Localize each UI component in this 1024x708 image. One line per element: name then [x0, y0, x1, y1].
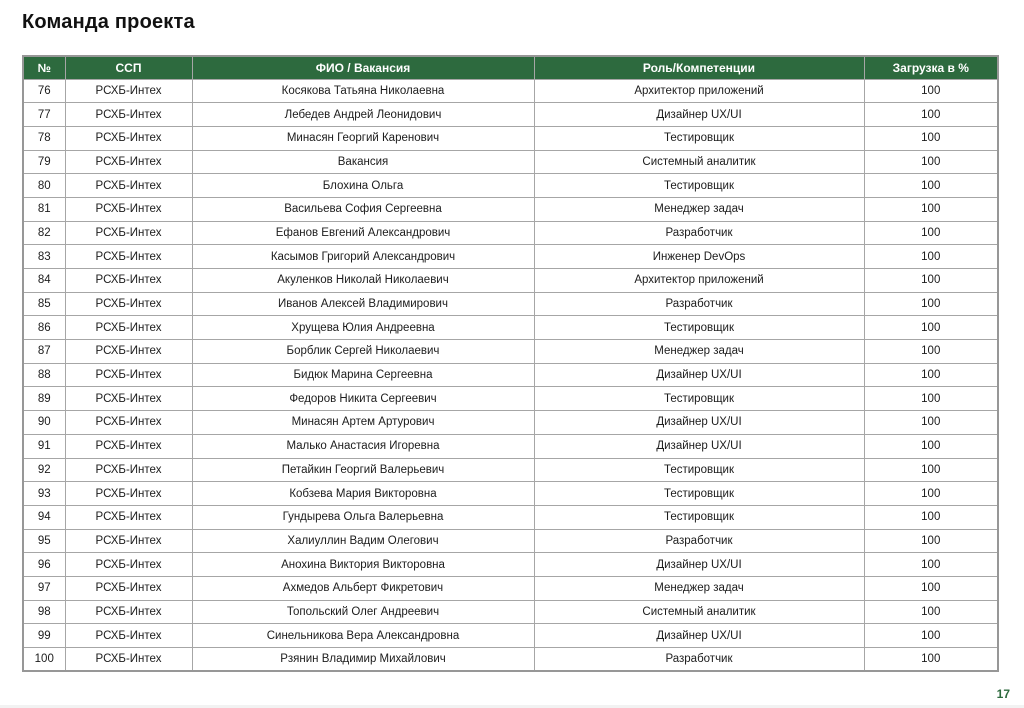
- table-row: [23, 387, 998, 411]
- table-cell-num: 100: [23, 648, 65, 672]
- table-cell-load: 100: [864, 529, 998, 553]
- table-row: [23, 363, 998, 387]
- table-header: [23, 56, 998, 79]
- table-row: [23, 79, 998, 103]
- table-row: [23, 316, 998, 340]
- table-cell-name: Косякова Татьяна Николаевна: [192, 79, 534, 103]
- table-cell-load: 100: [864, 174, 998, 198]
- table-cell-num: 95: [23, 529, 65, 553]
- table-cell-name: Кобзева Мария Викторовна: [192, 482, 534, 506]
- table-cell-load: 100: [864, 316, 998, 340]
- table-cell-ssp: РСХБ-Интех: [65, 600, 192, 624]
- table-cell-num: 98: [23, 600, 65, 624]
- table-cell-role: Системный аналитик: [534, 150, 864, 174]
- table-cell-name: Блохина Ольга: [192, 174, 534, 198]
- table-cell-ssp: РСХБ-Интех: [65, 505, 192, 529]
- table-cell-ssp: РСХБ-Интех: [65, 269, 192, 293]
- table-cell-name: Бидюк Марина Сергеевна: [192, 363, 534, 387]
- table-cell-role: Разработчик: [534, 292, 864, 316]
- table-cell-name: Васильева София Сергеевна: [192, 197, 534, 221]
- table-row: [23, 576, 998, 600]
- table-cell-ssp: РСХБ-Интех: [65, 126, 192, 150]
- table-cell-ssp: РСХБ-Интех: [65, 103, 192, 127]
- table-cell-role: Менеджер задач: [534, 340, 864, 364]
- table-cell-ssp: РСХБ-Интех: [65, 387, 192, 411]
- table-body: [23, 79, 998, 671]
- table-row: [23, 292, 998, 316]
- table-cell-load: 100: [864, 340, 998, 364]
- table-row: [23, 197, 998, 221]
- table-cell-load: 100: [864, 363, 998, 387]
- table-cell-role: Дизайнер UX/UI: [534, 363, 864, 387]
- table-row: [23, 482, 998, 506]
- table-cell-load: 100: [864, 103, 998, 127]
- table-row: [23, 600, 998, 624]
- table-cell-ssp: РСХБ-Интех: [65, 458, 192, 482]
- table-row: [23, 174, 998, 198]
- table-cell-num: 77: [23, 103, 65, 127]
- table-cell-num: 84: [23, 269, 65, 293]
- table-cell-role: Дизайнер UX/UI: [534, 624, 864, 648]
- table-cell-num: 97: [23, 576, 65, 600]
- table-row: [23, 245, 998, 269]
- table-cell-name: Хрущева Юлия Андреевна: [192, 316, 534, 340]
- table-cell-role: Тестировщик: [534, 174, 864, 198]
- table-cell-load: 100: [864, 221, 998, 245]
- table-cell-ssp: РСХБ-Интех: [65, 150, 192, 174]
- table-cell-num: 81: [23, 197, 65, 221]
- table-cell-role: Архитектор приложений: [534, 269, 864, 293]
- table-row: [23, 269, 998, 293]
- table-cell-load: 100: [864, 269, 998, 293]
- table-cell-num: 78: [23, 126, 65, 150]
- page-number: 17: [996, 687, 1010, 701]
- table-cell-load: 100: [864, 387, 998, 411]
- table-cell-load: 100: [864, 553, 998, 577]
- table-cell-load: 100: [864, 197, 998, 221]
- table-cell-role: Разработчик: [534, 221, 864, 245]
- table-cell-ssp: РСХБ-Интех: [65, 576, 192, 600]
- table-cell-load: 100: [864, 482, 998, 506]
- table-header-row: [23, 56, 998, 79]
- table-cell-role: Тестировщик: [534, 458, 864, 482]
- table-cell-ssp: РСХБ-Интех: [65, 624, 192, 648]
- table-cell-name: Малько Анастасия Игоревна: [192, 434, 534, 458]
- table-cell-role: Тестировщик: [534, 316, 864, 340]
- table-cell-ssp: РСХБ-Интех: [65, 529, 192, 553]
- table-cell-load: 100: [864, 292, 998, 316]
- table-cell-role: Тестировщик: [534, 482, 864, 506]
- table-cell-name: Петайкин Георгий Валерьевич: [192, 458, 534, 482]
- table-cell-role: Тестировщик: [534, 126, 864, 150]
- table-cell-role: Архитектор приложений: [534, 79, 864, 103]
- table-cell-name: Акуленков Николай Николаевич: [192, 269, 534, 293]
- table-cell-load: 100: [864, 434, 998, 458]
- table-row: [23, 150, 998, 174]
- page-title: Команда проекта: [22, 11, 195, 33]
- table-cell-load: 100: [864, 411, 998, 435]
- table-cell-role: Инженер DevOps: [534, 245, 864, 269]
- table-cell-load: 100: [864, 576, 998, 600]
- table-cell-ssp: РСХБ-Интех: [65, 174, 192, 198]
- table-cell-num: 88: [23, 363, 65, 387]
- table-cell-num: 85: [23, 292, 65, 316]
- table-cell-name: Иванов Алексей Владимирович: [192, 292, 534, 316]
- table-cell-role: Дизайнер UX/UI: [534, 103, 864, 127]
- table-cell-load: 100: [864, 245, 998, 269]
- table-cell-ssp: РСХБ-Интех: [65, 363, 192, 387]
- table-cell-role: Системный аналитик: [534, 600, 864, 624]
- table-cell-num: 91: [23, 434, 65, 458]
- table-cell-role: Дизайнер UX/UI: [534, 553, 864, 577]
- table-cell-role: Разработчик: [534, 648, 864, 672]
- table-cell-role: Дизайнер UX/UI: [534, 411, 864, 435]
- table-cell-num: 86: [23, 316, 65, 340]
- table-cell-ssp: РСХБ-Интех: [65, 340, 192, 364]
- table-cell-num: 82: [23, 221, 65, 245]
- table-cell-load: 100: [864, 150, 998, 174]
- table-row: [23, 553, 998, 577]
- table-cell-ssp: РСХБ-Интех: [65, 553, 192, 577]
- table-row: [23, 126, 998, 150]
- table-cell-name: Ефанов Евгений Александрович: [192, 221, 534, 245]
- table-cell-name: Борблик Сергей Николаевич: [192, 340, 534, 364]
- table-cell-ssp: РСХБ-Интех: [65, 316, 192, 340]
- table-cell-ssp: РСХБ-Интех: [65, 292, 192, 316]
- table-cell-num: 94: [23, 505, 65, 529]
- table-cell-name: Ахмедов Альберт Фикретович: [192, 576, 534, 600]
- table-cell-name: Вакансия: [192, 150, 534, 174]
- table-cell-name: Халиуллин Вадим Олегович: [192, 529, 534, 553]
- table-cell-name: Лебедев Андрей Леонидович: [192, 103, 534, 127]
- table-cell-load: 100: [864, 648, 998, 672]
- table-cell-name: Топольский Олег Андреевич: [192, 600, 534, 624]
- table-cell-name: Касымов Григорий Александрович: [192, 245, 534, 269]
- table-cell-num: 99: [23, 624, 65, 648]
- table-row: [23, 221, 998, 245]
- table-cell-name: Рзянин Владимир Михайлович: [192, 648, 534, 672]
- table-cell-ssp: РСХБ-Интех: [65, 411, 192, 435]
- table-cell-num: 80: [23, 174, 65, 198]
- table-cell-num: 89: [23, 387, 65, 411]
- table-cell-load: 100: [864, 126, 998, 150]
- table-row: [23, 458, 998, 482]
- table-cell-name: Федоров Никита Сергеевич: [192, 387, 534, 411]
- table-cell-num: 76: [23, 79, 65, 103]
- team-table: [22, 55, 999, 672]
- table-cell-ssp: РСХБ-Интех: [65, 245, 192, 269]
- table-cell-role: Дизайнер UX/UI: [534, 434, 864, 458]
- table-cell-name: Минасян Георгий Каренович: [192, 126, 534, 150]
- table-cell-num: 83: [23, 245, 65, 269]
- table-row: [23, 648, 998, 672]
- table-cell-ssp: РСХБ-Интех: [65, 434, 192, 458]
- table-row: [23, 340, 998, 364]
- table-cell-name: Синельникова Вера Александровна: [192, 624, 534, 648]
- table-cell-load: 100: [864, 505, 998, 529]
- column-header-num: №: [23, 56, 65, 79]
- table-cell-num: 79: [23, 150, 65, 174]
- table-cell-load: 100: [864, 600, 998, 624]
- table-cell-role: Тестировщик: [534, 387, 864, 411]
- table-cell-role: Разработчик: [534, 529, 864, 553]
- table-cell-role: Тестировщик: [534, 505, 864, 529]
- table-cell-name: Минасян Артем Артурович: [192, 411, 534, 435]
- table-cell-num: 90: [23, 411, 65, 435]
- table-cell-ssp: РСХБ-Интех: [65, 79, 192, 103]
- column-header-name: ФИО / Вакансия: [192, 56, 534, 79]
- table-row: [23, 529, 998, 553]
- table-cell-name: Гундырева Ольга Валерьевна: [192, 505, 534, 529]
- table-cell-num: 93: [23, 482, 65, 506]
- table-cell-load: 100: [864, 79, 998, 103]
- table-cell-role: Менеджер задач: [534, 197, 864, 221]
- table-row: [23, 505, 998, 529]
- column-header-role: Роль/Компетенции: [534, 56, 864, 79]
- table-cell-load: 100: [864, 624, 998, 648]
- table-row: [23, 411, 998, 435]
- table-row: [23, 103, 998, 127]
- table-row: [23, 434, 998, 458]
- table-row: [23, 624, 998, 648]
- table-cell-ssp: РСХБ-Интех: [65, 197, 192, 221]
- table-cell-num: 96: [23, 553, 65, 577]
- table-cell-load: 100: [864, 458, 998, 482]
- table-cell-ssp: РСХБ-Интех: [65, 648, 192, 672]
- column-header-load: Загрузка в %: [864, 56, 998, 79]
- table-cell-ssp: РСХБ-Интех: [65, 482, 192, 506]
- table-cell-name: Анохина Виктория Викторовна: [192, 553, 534, 577]
- table-cell-ssp: РСХБ-Интех: [65, 221, 192, 245]
- table-cell-role: Менеджер задач: [534, 576, 864, 600]
- column-header-ssp: ССП: [65, 56, 192, 79]
- table-cell-num: 87: [23, 340, 65, 364]
- table-cell-num: 92: [23, 458, 65, 482]
